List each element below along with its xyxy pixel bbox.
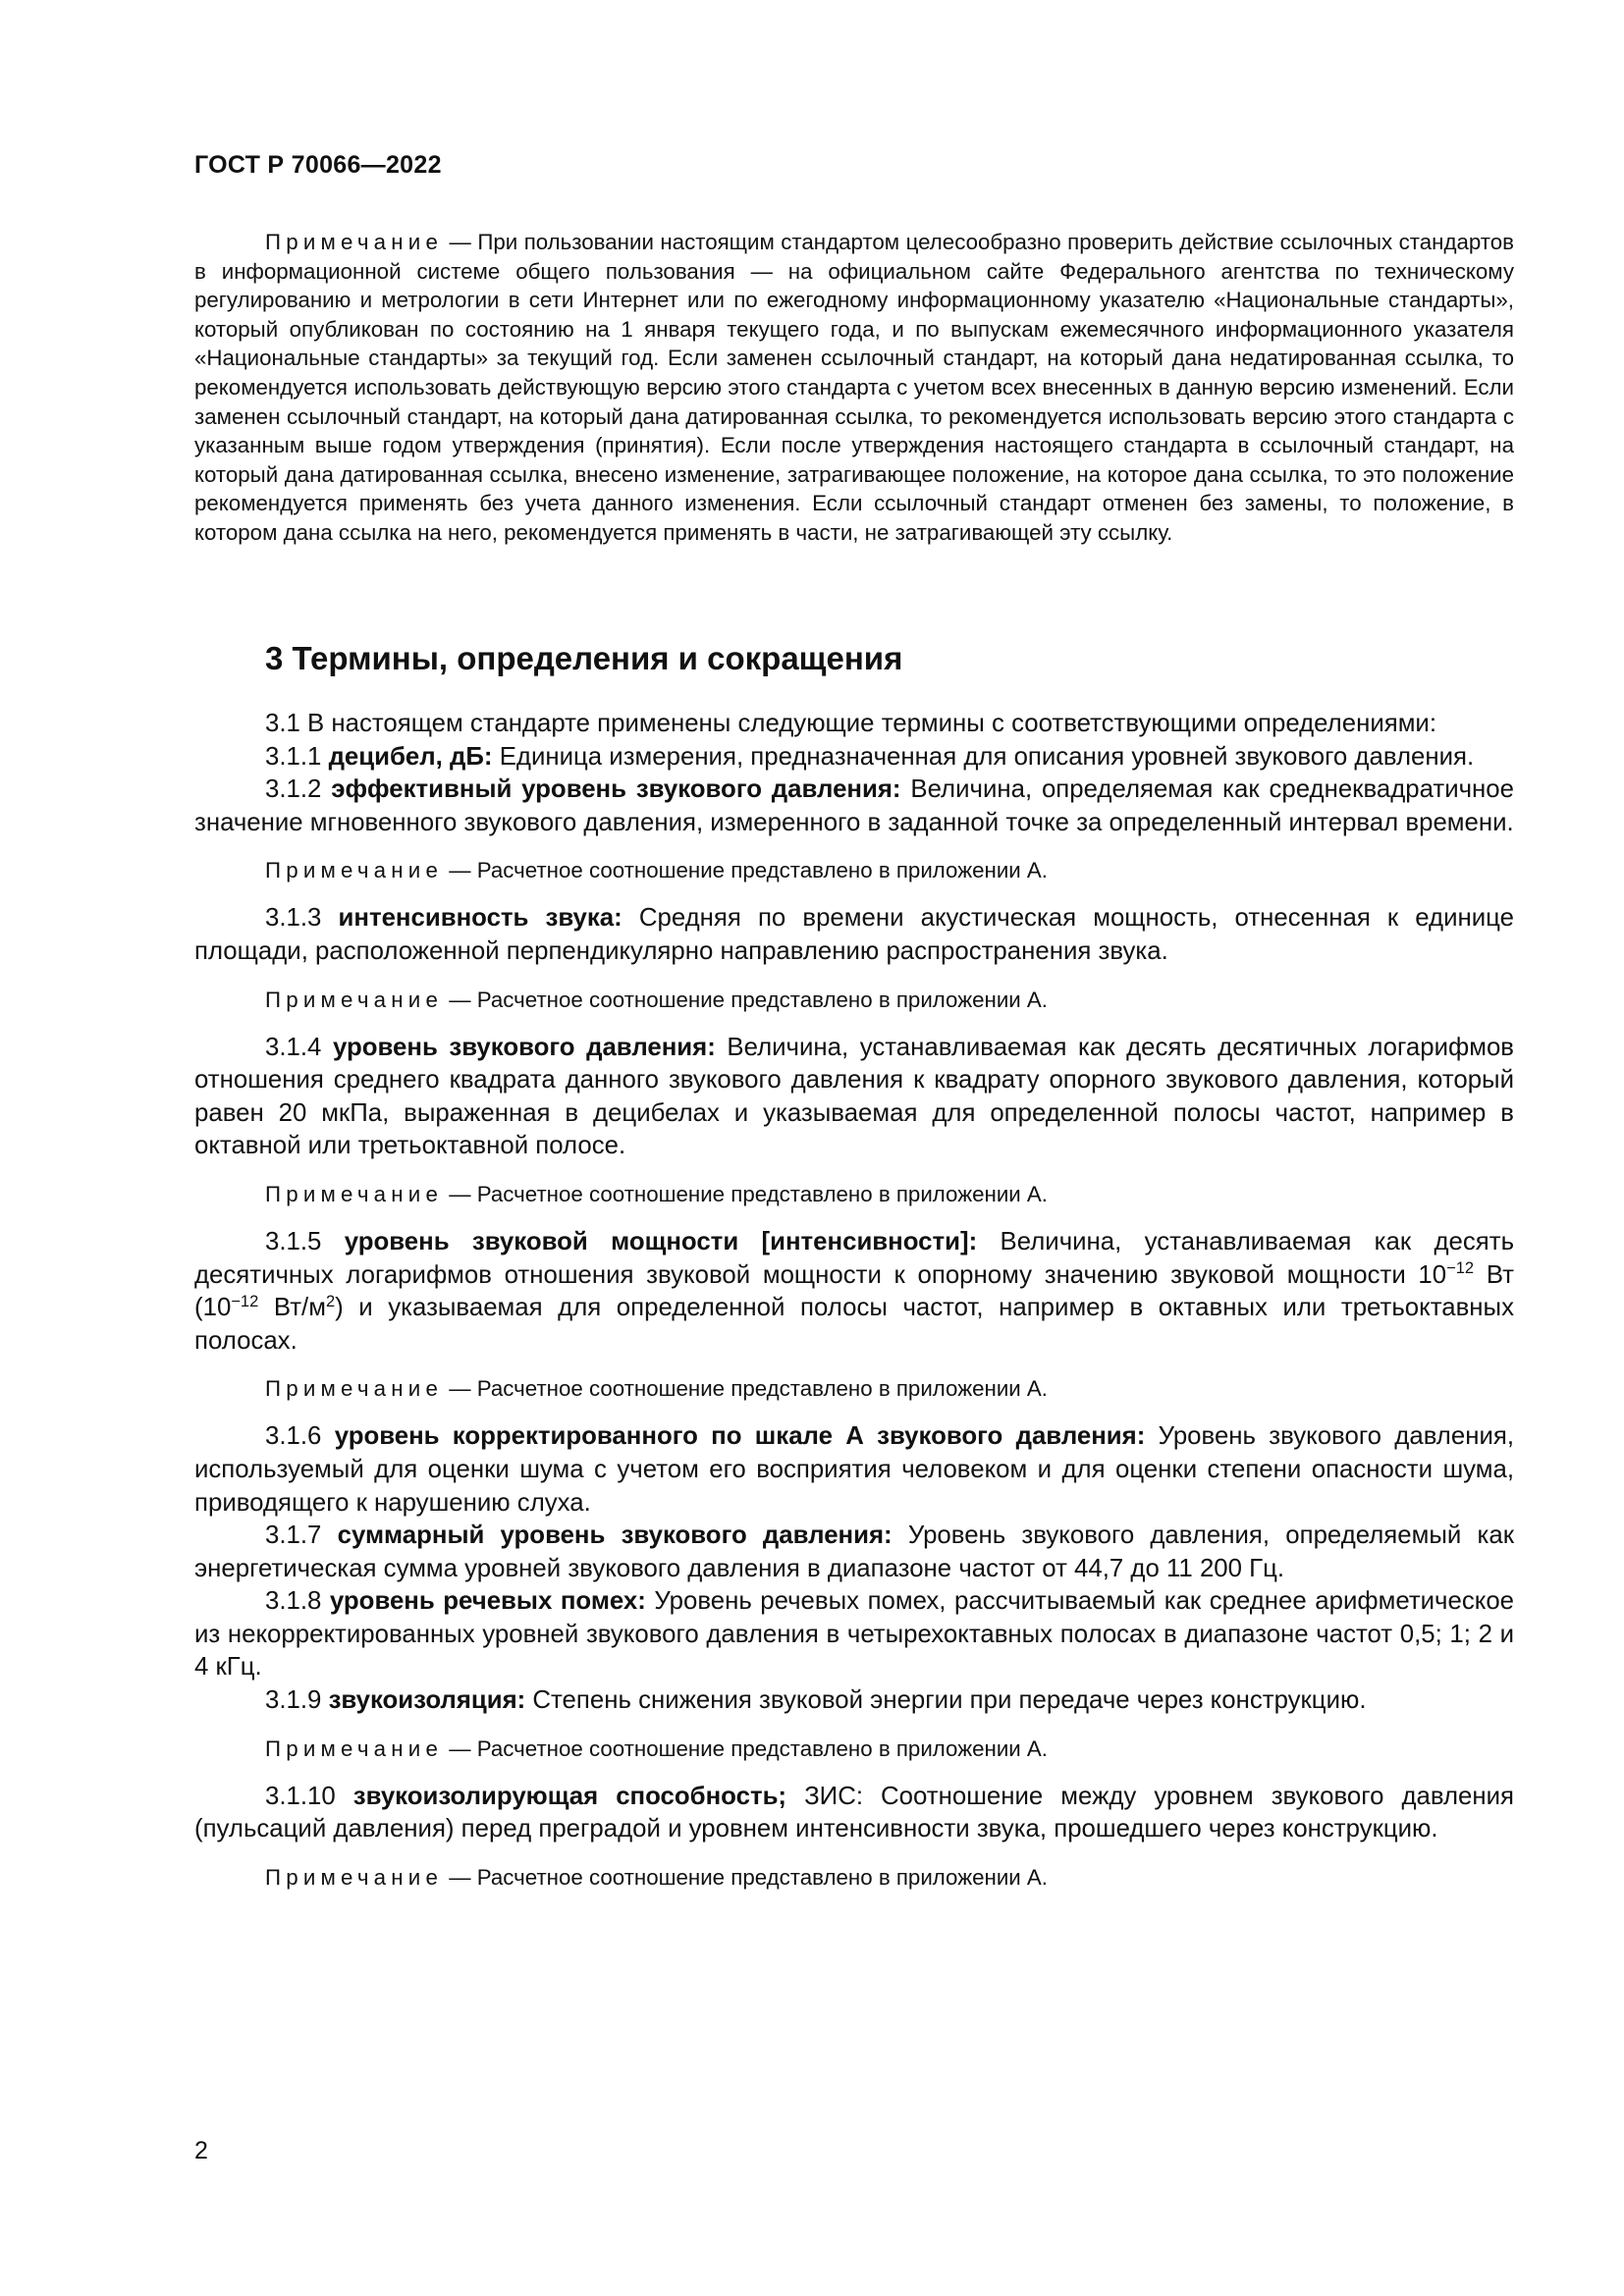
term-name: уровень звукового давления: bbox=[332, 1033, 716, 1061]
term-3-1-5 bbox=[194, 1226, 1514, 1358]
note-label: Примечание bbox=[265, 858, 444, 883]
term-name: уровень корректированного по шкале А звукового давления: bbox=[334, 1422, 1146, 1451]
note-dash: — bbox=[443, 1181, 477, 1206]
definition-part: Вт (10 bbox=[194, 1260, 1514, 1322]
term-number: 3.1.7 bbox=[265, 1522, 322, 1550]
note-dash: — bbox=[443, 1735, 477, 1761]
section-heading: 3 Термины, определения и сокращения bbox=[265, 640, 903, 676]
note-dash: — bbox=[443, 230, 478, 254]
note-dash: — bbox=[443, 987, 477, 1012]
definition-part: Вт/м bbox=[258, 1294, 326, 1322]
term-3-1-8 bbox=[194, 1585, 1514, 1684]
note bbox=[194, 1735, 1514, 1764]
note-text: Расчетное соотношение представлено в приложении А. bbox=[476, 858, 1049, 883]
term-definition: ЗИС: Соотношение между уровнем звукового давления (пульсаций давления) перед преградой и уровнем интенсивности звука, прошедшего через конструкцию. bbox=[194, 1782, 1515, 1843]
term-definition: Единица измерения, предназначенная для описания уровней звукового давления. bbox=[499, 742, 1475, 771]
term-3-1-9 bbox=[194, 1684, 1514, 1718]
term-name: звукоизолирующая способность; bbox=[352, 1782, 787, 1810]
definition-part: Величина, устанавливаемая как десять десятичных логарифмов отношения звуковой мощности к опорному значению звуковой мощности 10 bbox=[194, 1227, 1515, 1289]
term-3-1-1 bbox=[194, 741, 1514, 774]
term-name: эффективный уровень звукового давления: bbox=[331, 775, 901, 804]
term-name: уровень речевых помех: bbox=[329, 1587, 646, 1616]
terms-body bbox=[194, 708, 1514, 1909]
note bbox=[194, 986, 1514, 1015]
term-number: 3.1.6 bbox=[265, 1422, 322, 1451]
page-number: 2 bbox=[194, 2137, 208, 2164]
note bbox=[194, 856, 1514, 885]
intro-paragraph: 3.1 В настоящем стандарте применены следующие термины с соответствующими определениями: bbox=[265, 710, 1437, 737]
note-dash: — bbox=[443, 858, 477, 883]
note-label: Примечание bbox=[265, 987, 444, 1012]
note-label: Примечание bbox=[265, 230, 444, 254]
note-text: Расчетное соотношение представлено в приложении А. bbox=[476, 1864, 1049, 1890]
term-number: 3.1.4 bbox=[265, 1033, 322, 1061]
term-name: децибел, дБ: bbox=[328, 742, 493, 771]
term-3-1-2 bbox=[194, 774, 1514, 839]
term-name: уровень звуковой мощности [интенсивности]: bbox=[344, 1227, 978, 1255]
term-definition: Величина, устанавливаемая как десять десятичных логарифмов отношения среднего квадрата данного звукового давления к квадрату опорного звукового давления, который равен 20 мкПа, выраженная в децибелах и указываемая для определенной полосы частот, например в октавной или третьоктавной полосе. bbox=[194, 1033, 1514, 1160]
term-number: 3.1.5 bbox=[265, 1227, 322, 1255]
term-number: 3.1.1 bbox=[265, 742, 322, 771]
term-3-1-6 bbox=[194, 1420, 1514, 1520]
note-text: Расчетное соотношение представлено в приложении А. bbox=[476, 1376, 1049, 1402]
term-definition: Средняя по времени акустическая мощность, отнесенная к единице площади, расположенной перпендикулярно направлению распространения звука. bbox=[194, 904, 1515, 965]
note-text: Расчетное соотношение представлено в приложении А. bbox=[476, 987, 1049, 1012]
note-text: Расчетное соотношение представлено в приложении А. bbox=[476, 1181, 1049, 1206]
exponent: 2 bbox=[325, 1293, 336, 1311]
note-label: Примечание bbox=[265, 1864, 444, 1890]
note bbox=[194, 1863, 1514, 1893]
term-definition: Уровень речевых помех, рассчитываемый как среднее арифметическое из некорректированных уровней звукового давления в четырехоктавных полосах в диапазоне частот 0,5; 1; 2 и 4 кГц. bbox=[194, 1587, 1515, 1682]
term-definition: Степень снижения звуковой энергии при передаче через конструкцию. bbox=[532, 1686, 1367, 1715]
term-number: 3.1.10 bbox=[265, 1782, 336, 1810]
note bbox=[194, 1374, 1514, 1404]
note-dash: — bbox=[443, 1864, 477, 1890]
term-name: звукоизоляция: bbox=[328, 1686, 526, 1715]
top-note bbox=[194, 228, 1514, 548]
note-text: Расчетное соотношение представлено в приложении А. bbox=[476, 1735, 1049, 1761]
note bbox=[194, 1180, 1514, 1209]
term-number: 3.1.8 bbox=[265, 1587, 322, 1616]
definition-part: ) и указываемая для определенной полосы частот, например в октавных или третьоктавных полосах. bbox=[194, 1294, 1514, 1355]
term-number: 3.1.3 bbox=[265, 904, 322, 933]
note-text: При пользовании настоящим стандартом целесообразно проверить действие ссылочных стандартов в информационной системе общего пользования — на официальном сайте Федерального агентства по техническому регулированию и метрологии в сети Интернет или по ежегодному информационному указателю «Национальные стандарты», который опубликован по состоянию на 1 января текущего года, и по выпускам ежемесячного информационного указателя «Национальные стандарты» за текущий год. Если заменен ссылочный стандарт, на который дана недатированная ссылка, то рекомендуется использовать действующую версию этого стандарта с учетом всех внесенных в данную версию изменений. Если заменен ссылочный стандарт, на который дана датированная ссылка, то рекомендуется использовать версию этого стандарта с указанным выше годом утверждения (принятия). Если после утверждения настоящего стандарта в ссылочный стандарт, на который дана датированная ссылка, внесено изменение, затрагивающее положение, на которое дана ссылка, то это положение рекомендуется применять без учета данного изменения. Если ссылочный стандарт отменен без замены, то положение, в котором дана ссылка на него, рекомендуется применять в части, не затрагивающей эту ссылку. bbox=[194, 230, 1515, 545]
exponent: −12 bbox=[1446, 1259, 1475, 1278]
term-number: 3.1.2 bbox=[265, 775, 322, 804]
term-3-1-4 bbox=[194, 1032, 1514, 1163]
document-header: ГОСТ Р 70066—2022 bbox=[194, 151, 442, 179]
term-3-1-7 bbox=[194, 1520, 1514, 1585]
note-dash: — bbox=[443, 1376, 477, 1402]
note-label: Примечание bbox=[265, 1376, 444, 1402]
term-3-1-3 bbox=[194, 902, 1514, 968]
term-definition: Величина, определяемая как среднеквадратичное значение мгновенного звукового давления, измеренного в заданной точке за определенный интервал времени. bbox=[194, 775, 1514, 836]
term-3-1-10 bbox=[194, 1781, 1514, 1846]
exponent: −12 bbox=[231, 1293, 259, 1311]
term-name: интенсивность звука: bbox=[338, 904, 623, 933]
term-number: 3.1.9 bbox=[265, 1686, 322, 1715]
term-definition: Уровень звукового давления, используемый для оценки шума с учетом его восприятия человеком и для оценки степени опасности шума, приводящего к нарушению слуха. bbox=[194, 1422, 1515, 1517]
note-label: Примечание bbox=[265, 1735, 444, 1761]
term-definition: Уровень звукового давления, определяемый как энергетическая сумма уровней звукового давления в диапазоне частот от 44,7 до 11 200 Гц. bbox=[194, 1522, 1514, 1582]
term-name: суммарный уровень звукового давления: bbox=[337, 1522, 893, 1550]
note-label: Примечание bbox=[265, 1181, 444, 1206]
